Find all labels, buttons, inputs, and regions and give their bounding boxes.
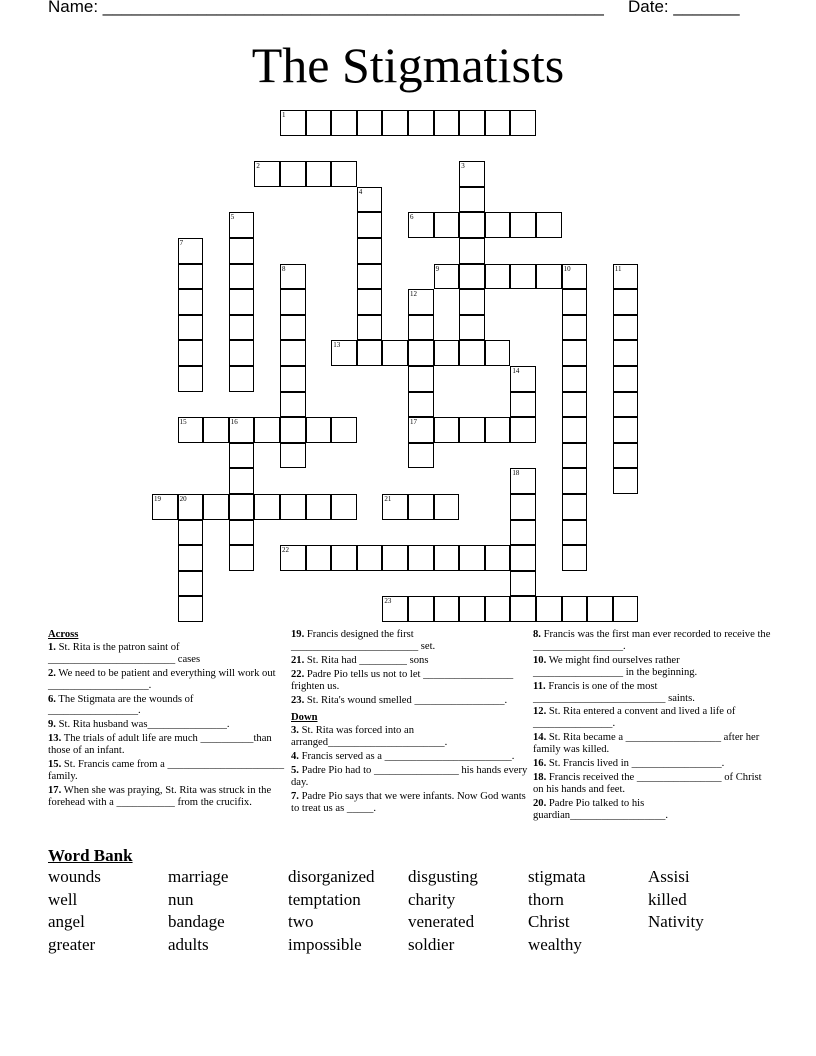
grid-cell[interactable] <box>485 596 511 622</box>
clue-text: St. Rita had _________ sons <box>306 654 429 666</box>
grid-cell[interactable] <box>357 289 383 315</box>
grid-cell[interactable] <box>536 596 562 622</box>
clue-number: 14 <box>512 367 520 375</box>
grid-cell[interactable] <box>485 417 511 443</box>
grid-cell[interactable] <box>562 494 588 520</box>
clue-text: Padre Pio says that we were infants. Now God wants to treat us as _____. <box>291 790 526 814</box>
grid-cell[interactable] <box>408 110 434 136</box>
grid-cell[interactable] <box>178 238 204 264</box>
name-field: Name: _____________________________________________________ <box>48 0 604 16</box>
grid-cell[interactable] <box>485 340 511 366</box>
grid-cell[interactable] <box>357 110 383 136</box>
clue-text: Padre Pio tells us not to let _________________ frighten us. <box>291 668 514 692</box>
grid-cell[interactable] <box>408 596 434 622</box>
word-bank-item: venerated <box>408 912 475 932</box>
clue-number: 7 <box>179 239 184 247</box>
grid-cell[interactable] <box>306 494 332 520</box>
down-clue <box>291 751 529 763</box>
grid-cell[interactable] <box>229 238 255 264</box>
clue-number-label: 4. <box>291 751 299 763</box>
date-field: Date: _______ <box>628 0 740 16</box>
grid-cell[interactable] <box>306 417 332 443</box>
clue-text: Francis received the ________________ of Christ on his hands and feet. <box>533 771 762 795</box>
grid-cell[interactable] <box>613 366 639 392</box>
grid-cell[interactable] <box>382 596 408 622</box>
clue-number-label: 22. <box>291 668 305 680</box>
grid-cell[interactable] <box>408 545 434 571</box>
clue-number-label: 21. <box>291 654 305 666</box>
clue-number-label: 19. <box>291 629 305 640</box>
grid-cell[interactable] <box>510 417 536 443</box>
clue-number: 21 <box>384 495 392 503</box>
grid-cell[interactable] <box>178 366 204 392</box>
down-clue <box>533 758 771 770</box>
clue-text: St. Rita is the patron saint of ________________________ cases <box>48 641 201 665</box>
grid-cell[interactable] <box>306 545 332 571</box>
grid-cell[interactable] <box>434 212 460 238</box>
clue-number: 13 <box>333 341 341 350</box>
grid-cell[interactable] <box>510 264 536 290</box>
clue-text: Francis is one of the most _________________________ saints. <box>533 680 695 704</box>
word-bank-item: stigmata <box>528 867 586 886</box>
grid-cell[interactable] <box>408 366 434 392</box>
grid-cell[interactable] <box>152 494 178 520</box>
grid-cell[interactable] <box>357 187 383 213</box>
clue-text: St. Rita became a __________________ after her family was killed. <box>533 732 760 756</box>
grid-cell[interactable] <box>229 545 255 571</box>
clue-text: St. Rita husband was_______________. <box>58 719 230 731</box>
across-clue <box>48 719 286 731</box>
clue-number: 2 <box>256 162 260 171</box>
grid-cell[interactable] <box>280 340 306 366</box>
clue-number: 5 <box>230 213 235 222</box>
grid-cell[interactable] <box>178 289 204 315</box>
clue-number: 10 <box>563 264 571 273</box>
down-clue <box>291 765 529 789</box>
clue-number-label: 11. <box>533 680 546 692</box>
grid-cell[interactable] <box>408 443 434 469</box>
grid-cell[interactable] <box>229 264 255 290</box>
down-clue <box>533 798 771 822</box>
grid-cell[interactable] <box>562 366 588 392</box>
clue-text: The trials of adult life are much __________than those of an infant. <box>48 733 272 757</box>
down-clue <box>533 732 771 756</box>
word-bank-item: temptation <box>288 889 361 909</box>
grid-cell[interactable] <box>203 417 229 443</box>
down-clue <box>533 772 771 796</box>
grid-cell[interactable] <box>562 520 588 546</box>
clue-number-label: 9. <box>48 719 56 731</box>
grid-cell[interactable] <box>562 340 588 366</box>
clue-number: 16 <box>230 418 238 427</box>
word-bank-item: thorn <box>528 889 564 909</box>
grid-cell[interactable] <box>485 264 511 290</box>
grid-cell[interactable] <box>613 264 639 290</box>
grid-cell[interactable] <box>434 417 460 443</box>
clue-number-label: 18. <box>533 771 547 783</box>
grid-cell[interactable] <box>613 468 639 494</box>
grid-cell[interactable] <box>510 520 536 546</box>
grid-cell[interactable] <box>357 315 383 341</box>
clue-text: We need to be patient and everything will work out ___________________. <box>48 667 276 691</box>
grid-cell[interactable] <box>178 315 204 341</box>
grid-cell[interactable] <box>408 494 434 520</box>
clue-number: 11 <box>614 264 622 273</box>
grid-cell[interactable] <box>485 545 511 571</box>
grid-cell[interactable] <box>510 468 536 494</box>
grid-cell[interactable] <box>459 264 485 290</box>
clue-text: Francis was the first man ever recorded to receive the _________________. <box>533 629 771 652</box>
grid-cell[interactable] <box>178 571 204 597</box>
grid-cell[interactable] <box>280 110 306 136</box>
word-bank-item: Nativity <box>648 912 704 932</box>
grid-cell[interactable] <box>613 392 639 418</box>
grid-cell[interactable] <box>178 494 204 520</box>
grid-cell[interactable] <box>408 315 434 341</box>
grid-cell[interactable] <box>434 494 460 520</box>
word-bank-item: greater <box>48 934 96 954</box>
grid-cell[interactable] <box>229 417 255 443</box>
clue-number: 23 <box>384 597 392 606</box>
grid-cell[interactable] <box>613 443 639 469</box>
grid-cell[interactable] <box>510 366 536 392</box>
grid-cell[interactable] <box>408 212 434 238</box>
grid-cell[interactable] <box>434 110 460 136</box>
word-bank-item: killed <box>648 889 687 909</box>
word-bank-item: well <box>48 889 78 909</box>
grid-cell[interactable] <box>229 315 255 341</box>
grid-cell[interactable] <box>382 545 408 571</box>
clue-number: 18 <box>512 469 520 478</box>
grid-cell[interactable] <box>613 340 639 366</box>
grid-cell[interactable] <box>562 545 588 571</box>
grid-cell[interactable] <box>459 289 485 315</box>
grid-cell[interactable] <box>536 264 562 290</box>
grid-cell[interactable] <box>331 417 357 443</box>
clue-text: St. Rita's wound smelled _________________. <box>306 694 508 706</box>
grid-cell[interactable] <box>459 596 485 622</box>
across-clue <box>48 694 286 718</box>
clue-number-label: 12. <box>533 706 547 718</box>
grid-cell[interactable] <box>357 545 383 571</box>
clue-number-label: 16. <box>533 758 547 770</box>
clue-number-label: 6. <box>48 693 56 705</box>
grid-cell[interactable] <box>254 417 280 443</box>
grid-cell[interactable] <box>280 315 306 341</box>
across-clue <box>48 759 286 783</box>
down-heading: Down <box>291 712 318 724</box>
word-bank-item: angel <box>48 912 85 932</box>
clues-column-3 <box>533 629 771 824</box>
grid-cell[interactable] <box>434 545 460 571</box>
grid-cell[interactable] <box>229 494 255 520</box>
grid-cell[interactable] <box>331 545 357 571</box>
clue-number: 12 <box>410 290 417 299</box>
grid-cell[interactable] <box>331 340 357 366</box>
grid-cell[interactable] <box>434 264 460 290</box>
grid-cell[interactable] <box>357 238 383 264</box>
clues-column-1 <box>48 629 286 811</box>
grid-cell[interactable] <box>357 340 383 366</box>
grid-cell[interactable] <box>510 596 536 622</box>
grid-cell[interactable] <box>382 110 408 136</box>
clue-number-label: 8. <box>533 629 541 640</box>
grid-cell[interactable] <box>562 315 588 341</box>
grid-cell[interactable] <box>382 340 408 366</box>
clue-text: St. Francis came from a ______________________ family. <box>48 759 284 782</box>
clue-number-label: 5. <box>291 765 299 777</box>
clue-text: We might find ourselves rather _________________ in the beginning. <box>533 654 698 678</box>
grid-cell[interactable] <box>306 110 332 136</box>
grid-cell[interactable] <box>613 289 639 315</box>
grid-cell[interactable] <box>280 392 306 418</box>
grid-cell[interactable] <box>459 212 485 238</box>
grid-cell[interactable] <box>459 238 485 264</box>
grid-cell[interactable] <box>459 187 485 213</box>
across-clue <box>291 695 529 707</box>
clue-number: 22 <box>282 546 289 555</box>
grid-cell[interactable] <box>459 315 485 341</box>
grid-cell[interactable] <box>459 417 485 443</box>
grid-cell[interactable] <box>485 110 511 136</box>
grid-cell[interactable] <box>613 417 639 443</box>
clue-number-label: 14. <box>533 732 547 744</box>
grid-cell[interactable] <box>178 545 204 571</box>
grid-cell[interactable] <box>562 417 588 443</box>
down-clue <box>533 655 771 679</box>
clue-number: 3 <box>461 162 465 171</box>
grid-cell[interactable] <box>331 494 357 520</box>
grid-cell[interactable] <box>178 520 204 546</box>
grid-cell[interactable] <box>587 596 613 622</box>
grid-cell[interactable] <box>254 494 280 520</box>
word-bank-item: nun <box>168 889 194 909</box>
clue-text: St. Rita entered a convent and lived a life of _______________. <box>533 706 736 730</box>
word-bank-item: adults <box>168 934 209 954</box>
grid-cell[interactable] <box>510 571 536 597</box>
grid-cell[interactable] <box>229 443 255 469</box>
clue-number: 8 <box>282 264 286 273</box>
grid-cell[interactable] <box>229 289 255 315</box>
grid-cell[interactable] <box>459 110 485 136</box>
grid-cell[interactable] <box>254 161 280 187</box>
word-bank-item: marriage <box>168 867 229 886</box>
grid-cell[interactable] <box>178 596 204 622</box>
word-bank-item: disgusting <box>408 867 478 886</box>
down-clue <box>291 725 529 749</box>
grid-cell[interactable] <box>408 289 434 315</box>
grid-cell[interactable] <box>178 417 204 443</box>
word-bank-item: two <box>288 912 314 932</box>
clue-text: Francis served as a ________________________. <box>301 751 515 763</box>
word-bank-item: charity <box>408 889 456 909</box>
grid-cell[interactable] <box>331 161 357 187</box>
across-clue <box>291 669 529 693</box>
grid-cell[interactable] <box>562 289 588 315</box>
grid-cell[interactable] <box>280 494 306 520</box>
clue-number-label: 7. <box>291 790 299 802</box>
page-title: The Stigmatists <box>251 37 565 93</box>
clue-text: Padre Pio talked to his guardian__________________. <box>533 797 669 821</box>
grid-cell[interactable] <box>510 494 536 520</box>
grid-cell[interactable] <box>280 417 306 443</box>
grid-cell[interactable] <box>280 289 306 315</box>
grid-cell[interactable] <box>510 545 536 571</box>
clue-number-label: 10. <box>533 654 547 666</box>
word-bank-item: disorganized <box>288 867 375 886</box>
grid-cell[interactable] <box>357 212 383 238</box>
grid-cell[interactable] <box>510 110 536 136</box>
grid-cell[interactable] <box>203 494 229 520</box>
grid-cell[interactable] <box>408 340 434 366</box>
grid-cell[interactable] <box>280 366 306 392</box>
grid-cell[interactable] <box>178 264 204 290</box>
clue-text: The Stigmata are the wounds of _________________. <box>48 693 194 717</box>
grid-cell[interactable] <box>459 340 485 366</box>
word-bank-item: bandage <box>168 912 225 932</box>
grid-cell[interactable] <box>229 520 255 546</box>
clue-text: St. Francis lived in _________________. <box>548 758 725 770</box>
clue-number-label: 15. <box>48 759 62 771</box>
grid-cell[interactable] <box>562 468 588 494</box>
grid-cell[interactable] <box>459 161 485 187</box>
grid-cell[interactable] <box>459 545 485 571</box>
grid-cell[interactable] <box>562 596 588 622</box>
grid-cell[interactable] <box>562 392 588 418</box>
grid-cell[interactable] <box>331 110 357 136</box>
clue-number: 4 <box>358 187 363 196</box>
down-clue <box>291 791 529 815</box>
word-bank-item: wounds <box>48 867 101 886</box>
clue-number-label: 17. <box>48 784 62 796</box>
across-clue <box>48 642 286 666</box>
down-clue <box>533 706 771 730</box>
word-bank-item: soldier <box>408 934 455 954</box>
grid-cell[interactable] <box>536 212 562 238</box>
grid-cell[interactable] <box>382 494 408 520</box>
clue-number-label: 23. <box>291 694 305 706</box>
word-bank-item: impossible <box>288 934 362 954</box>
clue-text: Padre Pio had to ________________ his hands every day. <box>291 765 528 788</box>
clue-number-label: 2. <box>48 667 56 679</box>
grid-cell[interactable] <box>434 596 460 622</box>
clue-number: 19 <box>154 495 161 503</box>
clue-number-label: 3. <box>291 725 299 737</box>
clue-text: St. Rita was forced into an arranged______________________. <box>291 725 448 749</box>
word-bank-item: Assisi <box>648 867 690 886</box>
clue-number-label: 13. <box>48 733 62 745</box>
grid-cell[interactable] <box>229 468 255 494</box>
grid-cell[interactable] <box>229 366 255 392</box>
grid-cell[interactable] <box>280 545 306 571</box>
across-clue <box>291 629 529 653</box>
grid-cell[interactable] <box>408 392 434 418</box>
grid-cell[interactable] <box>562 443 588 469</box>
grid-cell[interactable] <box>280 443 306 469</box>
down-clue <box>533 629 771 653</box>
across-clue <box>48 785 286 809</box>
grid-cell[interactable] <box>178 340 204 366</box>
grid-cell[interactable] <box>306 161 332 187</box>
across-clue <box>48 733 286 757</box>
clue-number: 15 <box>179 418 187 427</box>
grid-cell[interactable] <box>562 264 588 290</box>
grid-cell[interactable] <box>229 212 255 238</box>
across-clue <box>291 655 529 667</box>
word-bank-item: wealthy <box>528 934 582 954</box>
word-bank-title: Word Bank <box>48 846 133 865</box>
across-heading: Across <box>48 629 79 640</box>
clue-number-label: 20. <box>533 797 547 809</box>
across-clue <box>48 668 286 692</box>
grid-cell[interactable] <box>408 417 434 443</box>
grid-cell[interactable] <box>510 212 536 238</box>
clue-number: 20 <box>179 495 187 503</box>
clue-number: 17 <box>410 418 417 427</box>
clues-column-2 <box>291 629 529 817</box>
clue-text: Francis designed the first ________________________ set. <box>291 629 436 652</box>
grid-cell[interactable] <box>280 161 306 187</box>
clue-number: 9 <box>435 264 440 273</box>
grid-cell[interactable] <box>229 340 255 366</box>
clue-number: 1 <box>282 111 286 119</box>
grid-cell[interactable] <box>613 315 639 341</box>
grid-cell[interactable] <box>510 392 536 418</box>
clue-number: 6 <box>410 213 414 222</box>
grid-cell[interactable] <box>434 340 460 366</box>
grid-cell[interactable] <box>357 264 383 290</box>
grid-cell[interactable] <box>485 212 511 238</box>
clue-text: When she was praying, St. Rita was struck in the forehead with a ___________ from the crucifix. <box>48 784 272 808</box>
word-bank-item: Christ <box>528 912 570 932</box>
clue-number-label: 1. <box>48 641 56 653</box>
grid-cell[interactable] <box>613 596 639 622</box>
down-clue <box>533 681 771 705</box>
grid-cell[interactable] <box>280 264 306 290</box>
